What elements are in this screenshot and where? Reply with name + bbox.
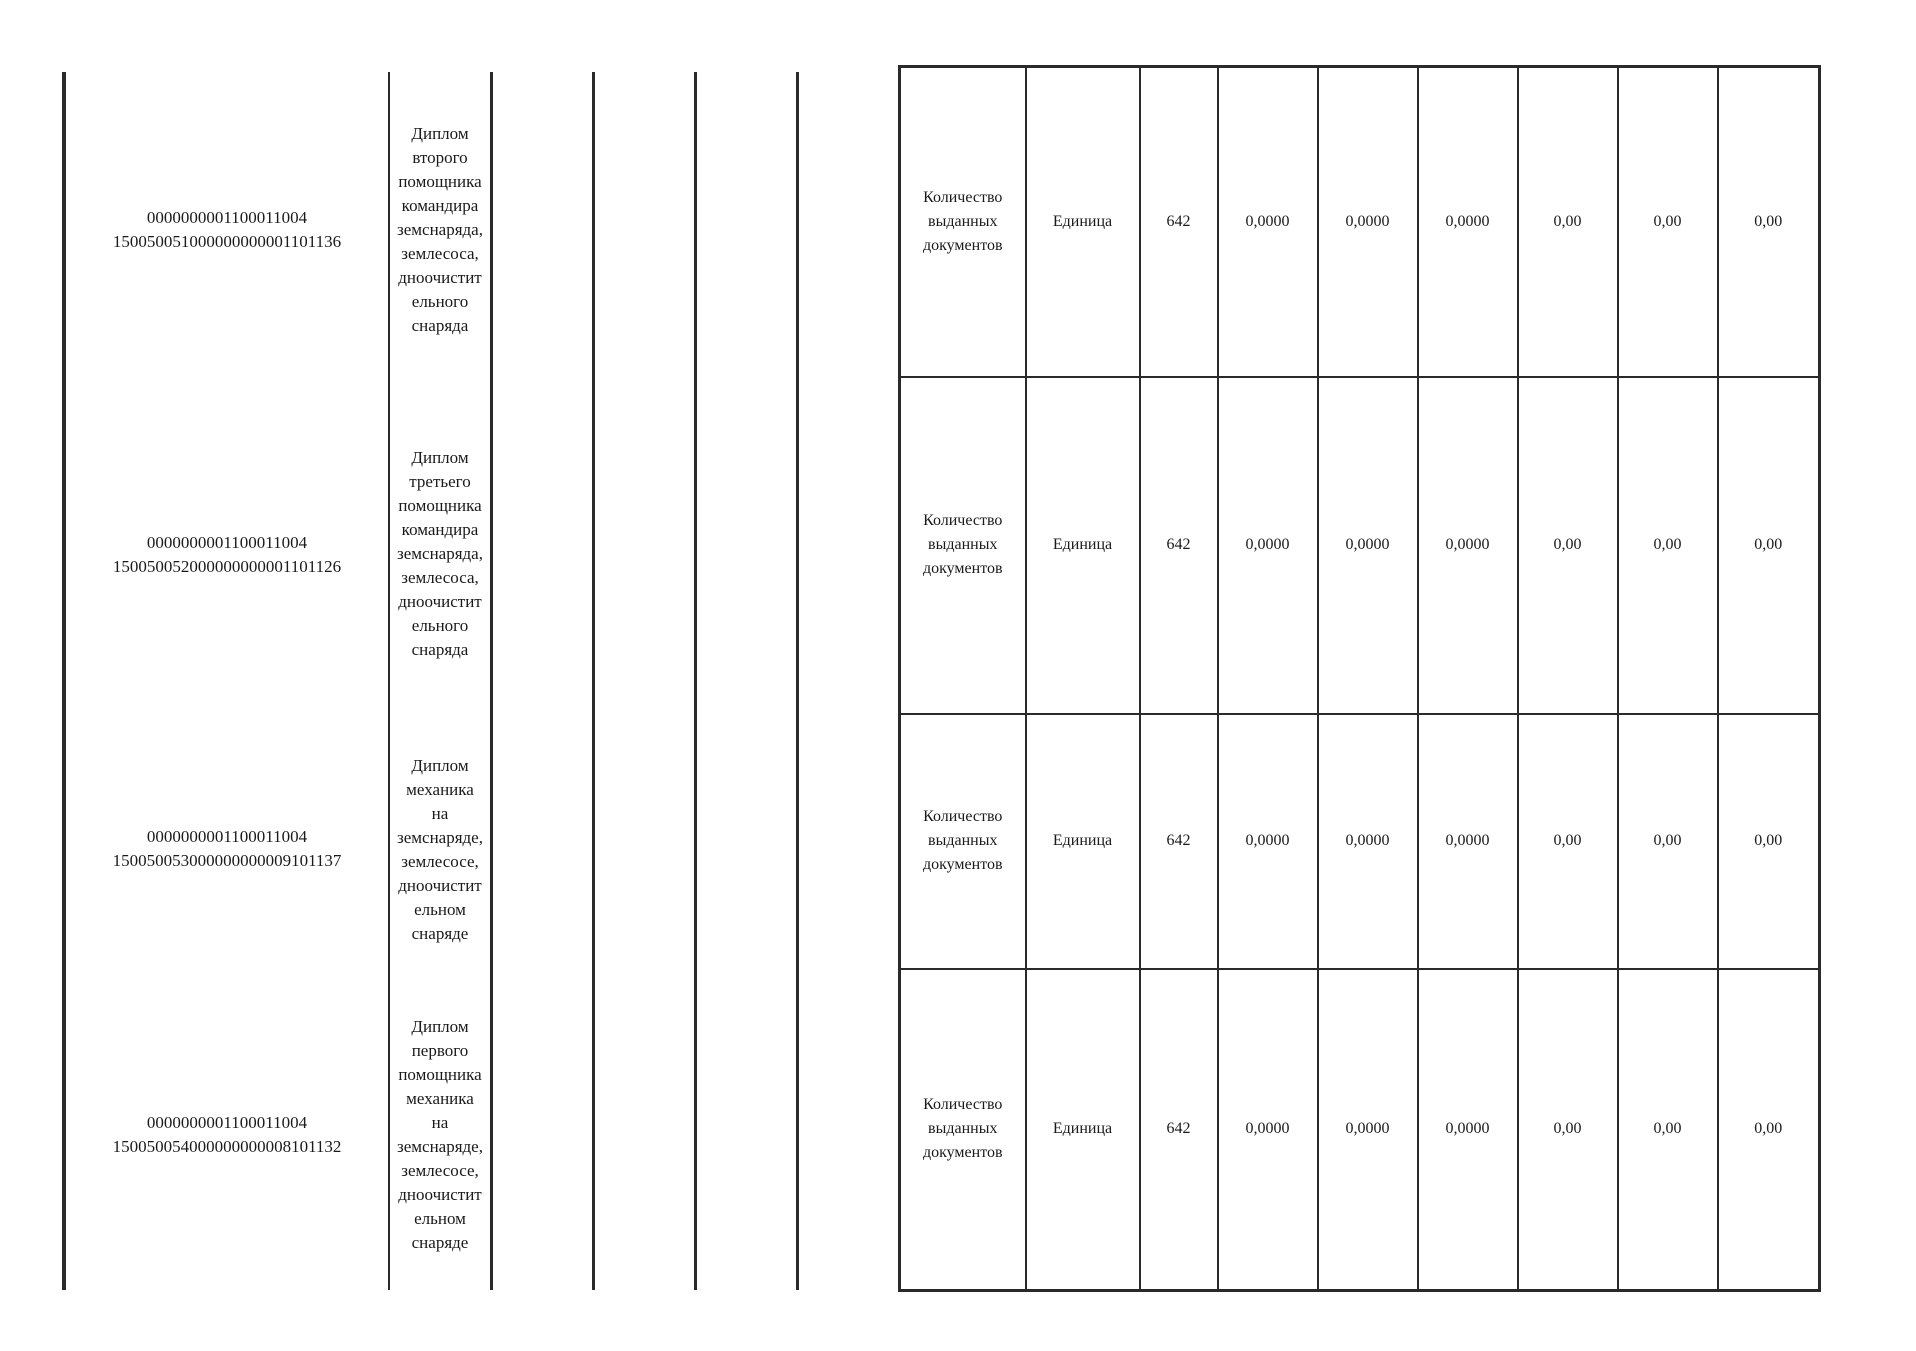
service-name-line: второго (412, 148, 468, 167)
service-name-line: снаряде (411, 924, 469, 943)
value-cell: 0,0000 (1218, 67, 1318, 377)
service-name-line: на (431, 1113, 449, 1132)
service-name-line: первого (411, 1041, 469, 1060)
table-row (900, 67, 1820, 377)
left-border-line (62, 72, 66, 1290)
column-divider-line (796, 72, 799, 1290)
indicator-name-line: Количество (923, 188, 1003, 206)
service-name-line: ельного (411, 616, 469, 635)
registry-code-line: 150050052000000000001101126 (112, 557, 342, 576)
deviation-cell: 0,00 (1718, 67, 1820, 377)
service-name-line: землесоса, (401, 568, 479, 587)
service-name-line: командира (401, 520, 479, 539)
value-cell: 0,0000 (1318, 67, 1418, 377)
registry-code-line: 0000000001100011004 (146, 208, 308, 227)
service-name-line: ельного (411, 292, 469, 311)
column-divider-line (490, 72, 493, 1290)
value-cell: 0,0000 (1418, 67, 1518, 377)
deviation-cell: 0,00 (1618, 377, 1718, 714)
value-cell: 0,0000 (1218, 714, 1318, 969)
indicator-name-line: выданных (928, 212, 998, 230)
deviation-cell: 0,00 (1618, 969, 1718, 1291)
table-row (900, 969, 1820, 1291)
unit-cell: Единица (1026, 969, 1140, 1291)
value-cell: 0,0000 (1318, 377, 1418, 714)
service-name-line: на (431, 804, 449, 823)
registry-code-line: 0000000001100011004 (146, 827, 308, 846)
indicator-name-cell (900, 969, 1026, 1291)
service-name-line: помощника (398, 1065, 482, 1084)
deviation-cell: 0,00 (1518, 714, 1618, 969)
registry-code (64, 531, 390, 579)
okei-code-cell: 642 (1140, 969, 1218, 1291)
service-name-line: земснаряде, (397, 1137, 483, 1156)
indicator-name-line: документов (922, 560, 1003, 577)
service-name-line: Диплом (411, 756, 469, 775)
table-row (900, 714, 1820, 969)
service-name-line: Диплом (411, 1017, 469, 1036)
unit-cell: Единица (1026, 714, 1140, 969)
service-name (390, 1015, 490, 1255)
value-cell: 0,0000 (1218, 969, 1318, 1291)
indicator-name-cell (900, 67, 1026, 377)
value-cell: 0,0000 (1318, 714, 1418, 969)
indicator-name-line: Количество (923, 1096, 1003, 1114)
registry-code (64, 825, 390, 873)
okei-code-cell: 642 (1140, 714, 1218, 969)
indicator-name-line: Количество (923, 512, 1003, 529)
service-name-line: снаряде (411, 1233, 469, 1252)
service-name-line: помощника (398, 496, 482, 515)
service-name-line: снаряда (411, 316, 469, 335)
deviation-cell: 0,00 (1618, 714, 1718, 969)
service-name-line: механика (406, 1089, 474, 1108)
deviation-cell: 0,00 (1518, 67, 1618, 377)
service-name-line: земснаряда, (397, 544, 483, 563)
value-cell: 0,0000 (1218, 377, 1318, 714)
service-name-line: Диплом (411, 448, 469, 467)
service-name-line: земснаряде, (397, 828, 483, 847)
value-cell: 0,0000 (1418, 714, 1518, 969)
service-name-line: земснаряда, (397, 220, 483, 239)
service-name-line: дноочистит (398, 268, 482, 287)
service-name-line: дноочистит (398, 1185, 482, 1204)
value-cell: 0,0000 (1318, 969, 1418, 1291)
deviation-cell: 0,00 (1718, 969, 1820, 1291)
service-name-line: ельном (414, 1209, 466, 1228)
registry-code-line: 150050054000000000008101132 (112, 1137, 342, 1156)
service-name-line: землесосе, (401, 1161, 479, 1180)
indicator-name-cell (900, 377, 1026, 714)
table-row (900, 377, 1820, 714)
service-name (390, 754, 490, 946)
service-name-line: дноочистит (398, 876, 482, 895)
deviation-cell: 0,00 (1618, 67, 1718, 377)
service-name (390, 446, 490, 662)
value-cell: 0,0000 (1418, 969, 1518, 1291)
indicator-name-line: документов (922, 1144, 1003, 1162)
registry-code-line: 0000000001100011004 (146, 1113, 308, 1132)
service-name-line: механика (406, 780, 474, 799)
service-name-line: ельном (414, 900, 466, 919)
column-divider-line (694, 72, 697, 1290)
registry-code-line: 0000000001100011004 (146, 533, 308, 552)
value-cell: 0,0000 (1418, 377, 1518, 714)
registry-code-line: 150050051000000000001101136 (112, 232, 342, 251)
registry-code (64, 206, 390, 254)
indicator-name-cell (900, 714, 1026, 969)
indicator-name-line: документов (922, 856, 1003, 873)
service-name-line: Диплом (411, 124, 469, 143)
service-name-line: третьего (409, 472, 471, 491)
unit-cell: Единица (1026, 67, 1140, 377)
deviation-cell: 0,00 (1518, 377, 1618, 714)
registry-code-line: 150050053000000000009101137 (112, 851, 342, 870)
service-name-line: снаряда (411, 640, 469, 659)
service-name-line: дноочистит (398, 592, 482, 611)
indicator-name-line: выданных (928, 832, 998, 849)
okei-code-cell: 642 (1140, 377, 1218, 714)
deviation-cell: 0,00 (1718, 377, 1820, 714)
okei-code-cell: 642 (1140, 67, 1218, 377)
service-name-line: землесоса, (401, 244, 479, 263)
service-name-line: землесосе, (401, 852, 479, 871)
indicator-name-line: Количество (923, 808, 1003, 825)
unit-cell: Единица (1026, 377, 1140, 714)
service-name-line: помощника (398, 172, 482, 191)
deviation-cell: 0,00 (1518, 969, 1618, 1291)
indicator-table (898, 65, 1821, 1292)
service-name (390, 122, 490, 338)
indicator-name-line: документов (922, 236, 1003, 254)
indicator-name-line: выданных (928, 536, 998, 553)
registry-code (64, 1111, 390, 1159)
column-divider-line (592, 72, 595, 1290)
service-name-line: командира (401, 196, 479, 215)
deviation-cell: 0,00 (1718, 714, 1820, 969)
indicator-name-line: выданных (928, 1120, 998, 1138)
